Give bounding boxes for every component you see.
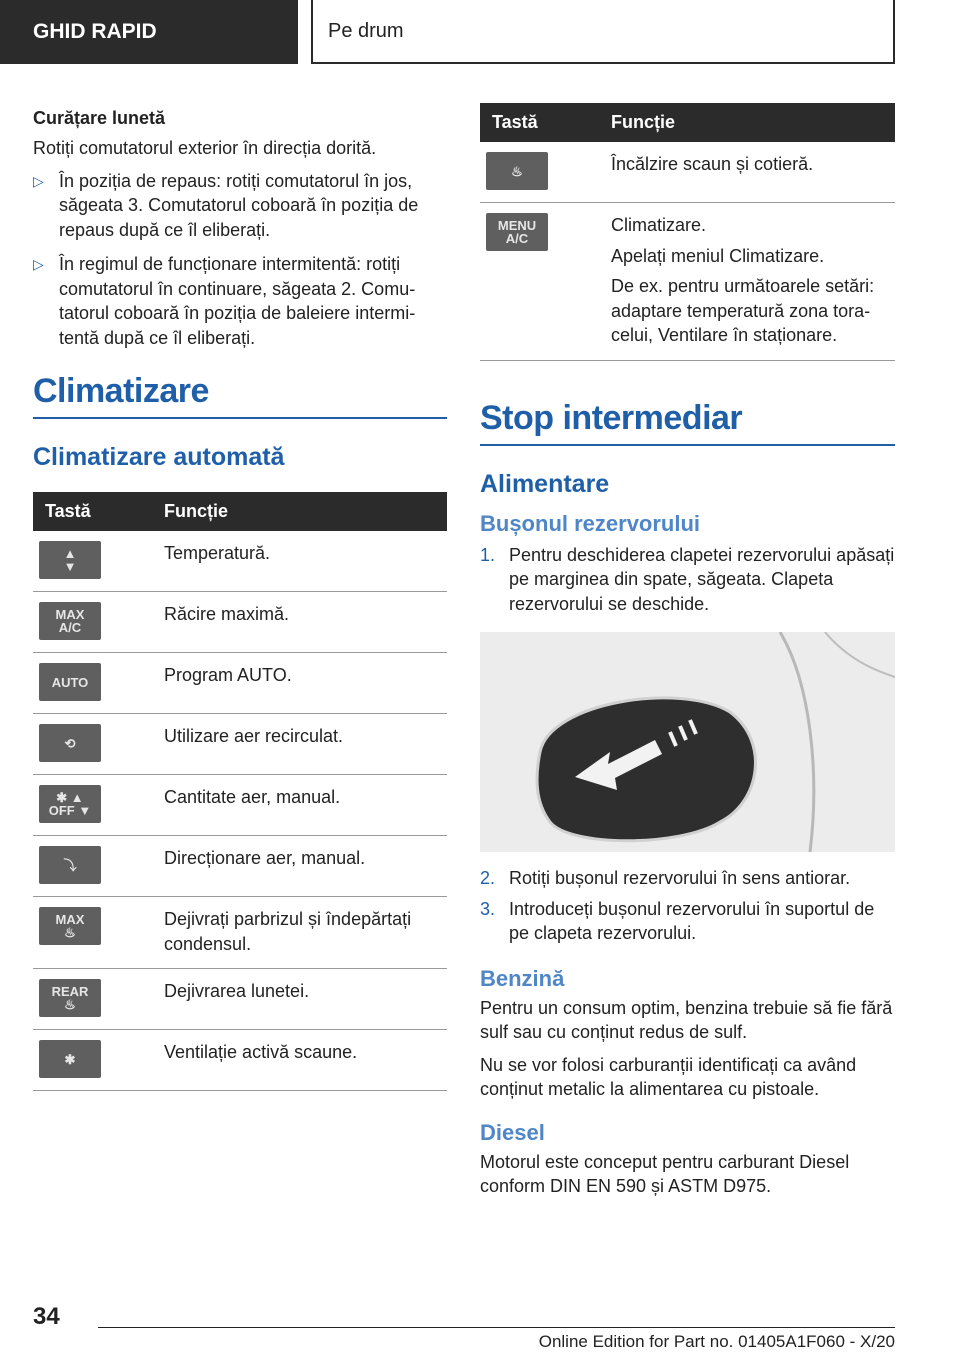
section-title-auto: Climatizare automată (33, 443, 285, 471)
function-line: Apelați meniul Climatizare. (611, 245, 825, 266)
function-cell: Dejivrarea lunetei. (164, 969, 447, 1030)
key-cell (480, 142, 611, 203)
page-title: Climatizare (33, 372, 209, 410)
header-section-label: GHID RAPID (33, 20, 157, 43)
seat-heating-icon: ♨ (486, 152, 548, 190)
left-column (33, 106, 447, 1091)
cleaning-title: Curățare lunetă (33, 108, 166, 128)
function-cell: Cantitate aer, manual. (164, 775, 447, 836)
list-item (33, 252, 447, 350)
cleaning-intro: Rotiți comutatorul exterior în direcția dorită. (33, 138, 377, 158)
function-cell: Răcire maximă. (164, 592, 447, 653)
fan-speed-icon: ✱ ▲ OFF ▼ (39, 785, 101, 823)
max-defrost-icon: MAX ♨ (39, 907, 101, 945)
function-cell: Program AUTO. (164, 653, 447, 714)
table-row (33, 592, 447, 653)
step-text: Pentru deschiderea clapetei rezervorului apăsați pe marginea din spate, săgeata. Clapeta rezervorului se deschide. (509, 544, 895, 614)
table-row (33, 1030, 447, 1091)
header-chapter (311, 0, 895, 64)
col-key-header: Tastă (33, 492, 164, 531)
step-number: 2. (480, 868, 496, 888)
air-distribution-icon: ⤵ (39, 846, 101, 884)
key-cell (33, 1030, 164, 1091)
key-cell (33, 775, 164, 836)
header-section (0, 0, 298, 64)
steps-a (480, 543, 895, 617)
function-cell (611, 142, 895, 203)
table-row (33, 897, 447, 969)
heading-stop (480, 399, 895, 446)
footer-edition: Online Edition for Part no. 01405A1F060 - X/20 (98, 1327, 895, 1352)
heading-climatizare (33, 372, 447, 419)
table-row (33, 969, 447, 1030)
step-number: 3. (480, 898, 496, 919)
key-cell (33, 653, 164, 714)
temperature-up-down-icon: ▲ ▼ (39, 541, 101, 579)
table-row (33, 531, 447, 592)
table-row (33, 653, 447, 714)
rear-defrost-icon: REAR ♨ (39, 979, 101, 1017)
auto-program-icon: AUTO (39, 663, 101, 701)
col-function-header: Funcție (164, 492, 447, 531)
cleaning-bullets (33, 169, 447, 351)
function-line: Climatizare. (611, 215, 707, 235)
section-title-refuel: Alimentare (480, 469, 610, 498)
table-row (33, 714, 447, 775)
function-cell: Dejivrați parbrizul și îndepărtați condensul. (164, 897, 447, 969)
key-cell (33, 897, 164, 969)
key-cell (33, 969, 164, 1030)
seat-ventilation-icon: ✱ (39, 1040, 101, 1078)
menu-ac-icon: MENU A/C (486, 213, 548, 251)
function-cell: Ventilație activă scaune. (164, 1030, 447, 1091)
table-row (33, 775, 447, 836)
key-cell (33, 836, 164, 897)
col-function-header: Funcție (611, 103, 895, 142)
key-cell (33, 714, 164, 775)
diesel-paragraph: Motorul este conceput pentru carburant Diesel conform DIN EN 590 și ASTM D975. (480, 1151, 850, 1196)
table-row (480, 203, 895, 361)
fuel-flap-illustration (480, 632, 895, 852)
triangle-bullet-icon: ▷ (33, 172, 44, 189)
function-cell: Direcționare aer, manual. (164, 836, 447, 897)
step-number: 1. (480, 544, 496, 565)
bullet-text: În regimul de funcționare intermitentă: rotiți comutatorul în continuare, săgeata 2. Comutatorul coboară în poziția de baleiere intermitentă după ce îl eliberați. (59, 254, 416, 348)
list-item (480, 866, 895, 891)
max-ac-icon: MAX A/C (39, 602, 101, 640)
key-cell (33, 592, 164, 653)
step-text: Rotiți bușonul rezervorului în sens antiorar. (509, 868, 851, 888)
step-text: Introduceți bușonul rezervorului în suportul de pe clapeta rezervorului. (509, 898, 875, 943)
petrol-paragraph-2: Nu se vor folosi carburanții identificați ca având conținut metalic la alimentarea cu pistoale. (480, 1054, 857, 1099)
list-item (480, 543, 895, 617)
col-key-header: Tastă (480, 103, 611, 142)
function-cell (611, 203, 895, 361)
function-line: De ex. pentru următoarele setări: adaptare temperatură zona toracelui, Ventilare în staționare. (611, 276, 875, 345)
table-row (33, 836, 447, 897)
section-title-stop: Stop intermediar (480, 398, 743, 437)
subsection-title-diesel: Diesel (480, 1119, 545, 1145)
table-row (480, 142, 895, 203)
steps-b (480, 866, 895, 946)
header-chapter-label: Pe drum (328, 19, 404, 42)
bullet-text: În poziția de repaus: rotiți comutatorul în jos, săgeata 3. Comutatorul coboară în poziția de repaus după ce îl eliberați. (59, 170, 419, 240)
page-number: 34 (33, 1303, 60, 1330)
petrol-paragraph-1: Pentru un consum optim, benzina trebuie să fie fără sulf sau cu conținut redus de sulf. (480, 997, 893, 1042)
recirculation-icon: ⟲ (39, 724, 101, 762)
seat-menu-table (480, 103, 895, 361)
function-line: Încălzire scaun și cotieră. (611, 154, 814, 174)
fuel-flap-photo (480, 632, 895, 852)
list-item (33, 169, 447, 243)
function-cell: Utilizare aer recirculat. (164, 714, 447, 775)
subsection-title-petrol: Benzină (480, 965, 565, 991)
triangle-bullet-icon: ▷ (33, 256, 44, 272)
list-item (480, 897, 895, 946)
climate-table (33, 492, 447, 1091)
right-column (480, 103, 895, 1199)
key-cell (33, 531, 164, 592)
subsection-title-cap: Bușonul rezervorului (480, 510, 701, 536)
function-cell: Temperatură. (164, 531, 447, 592)
key-cell (480, 203, 611, 361)
